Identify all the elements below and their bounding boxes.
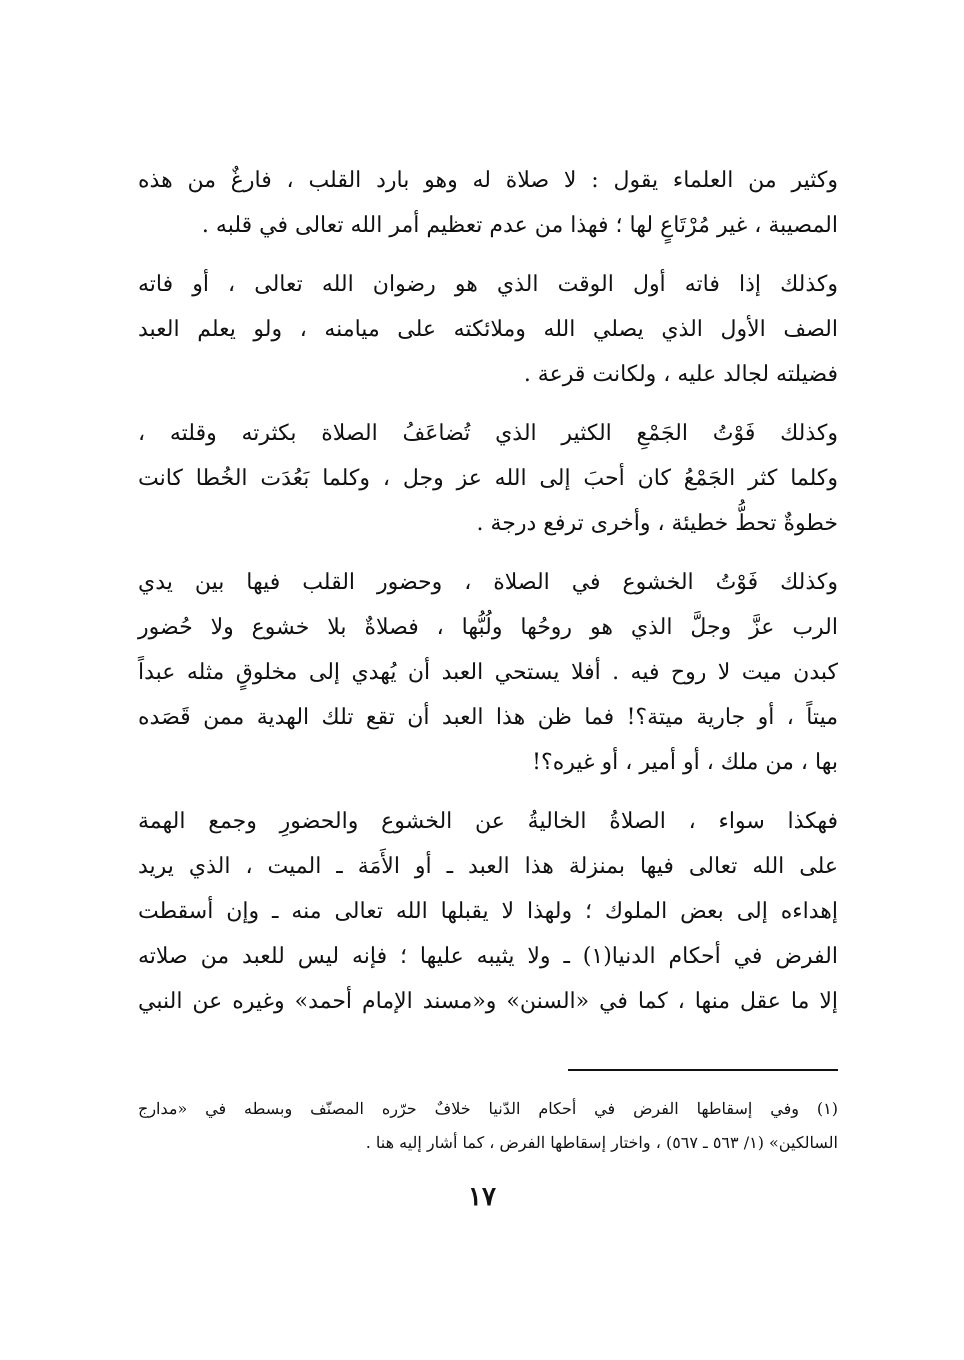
text-line: على الله تعالى فيها بمنزلة هذا العبد ـ أو الأَمَة ـ الميت ، الذي يريد xyxy=(138,854,838,879)
text-line: فهكذا سواء ، الصلاةُ الخاليةُ عن الخشوع والحضورِ وجمع الهمة xyxy=(138,809,838,834)
text-line: وكذلك فَوْتُ الجَمْعِ الكثير الذي تُضاعَفُ الصلاة بكثرته وقلته ، xyxy=(138,421,838,446)
paragraph-4 xyxy=(138,560,838,785)
paragraph-3 xyxy=(138,411,838,546)
text-line: وكذلك إذا فاته أول الوقت الذي هو رضوان الله تعالى ، أو فاته xyxy=(138,272,838,297)
text-line: ميتاً ، أو جارية ميتة؟! فما ظن هذا العبد أن تقع تلك الهدية ممن قَصَده xyxy=(138,705,838,730)
paragraph-5 xyxy=(138,799,838,1024)
footnote-line: السالكين» (١/ ٥٦٣ ـ ٥٦٧) ، واختار إسقاطها الفرض ، كما أشار إليه هنا . xyxy=(365,1133,838,1152)
paragraph-1 xyxy=(138,158,838,248)
text-line: الرب عزَّ وجلَّ الذي هو روحُها ولُبُّها ، فصلاةٌ بلا خشوع ولا حُضور xyxy=(138,615,838,640)
paragraph-2 xyxy=(138,262,838,397)
text-line: بها ، من ملك ، أو أمير ، أو غيره؟! xyxy=(532,750,838,775)
text-line: المصيبة ، غير مُرْتَاعٍ لها ؛ فهذا من عدم تعظيم أمر الله تعالى في قلبه . xyxy=(201,213,838,238)
footnote-block xyxy=(138,1092,838,1160)
text-line: فضيلته لجالد عليه ، ولكانت قرعة . xyxy=(523,362,838,387)
text-line: وكلما كثر الجَمْعُ كان أحبَ إلى الله عز وجل ، وكلما بَعُدَت الخُطا كانت xyxy=(138,466,838,491)
main-text xyxy=(138,158,838,1038)
footnote-separator xyxy=(568,1069,838,1071)
text-line: الصف الأول الذي يصلي الله وملائكته على ميامنه ، ولو يعلم العبد xyxy=(138,317,838,342)
text-line: إهداءه إلى بعض الملوك ؛ ولهذا لا يقبلها الله تعالى منه ـ وإن أسقطت xyxy=(138,899,838,924)
text-line: خطوةٌ تحطُّ خطيئة ، وأخرى ترفع درجة . xyxy=(476,511,838,536)
text-line: الفرض في أحكام الدنيا(١) ـ ولا يثيبه عليها ؛ فإنه ليس للعبد من صلاته xyxy=(138,944,838,969)
text-line: وكثير من العلماء يقول : لا صلاة له وهو بارد القلب ، فارغٌ من هذه xyxy=(138,168,838,193)
page-number: ١٧ xyxy=(468,1182,496,1212)
footnote-line: (١) وفي إسقاطها الفرض في أحكام الدّنيا خلافٌ حرّره المصنّف وبسطه في «مدارج xyxy=(138,1099,838,1118)
text-line: وكذلك فَوْتُ الخشوع في الصلاة ، وحضور القلب فيها بين يدي xyxy=(138,570,838,595)
text-line: إلا ما عقل منها ، كما في «السنن» و«مسند الإمام أحمد» وغيره عن النبي xyxy=(138,989,838,1014)
text-line: كبدن ميت لا روح فيه . أفلا يستحي العبد أن يُهدي إلى مخلوقٍ مثله عبداً xyxy=(138,660,838,685)
